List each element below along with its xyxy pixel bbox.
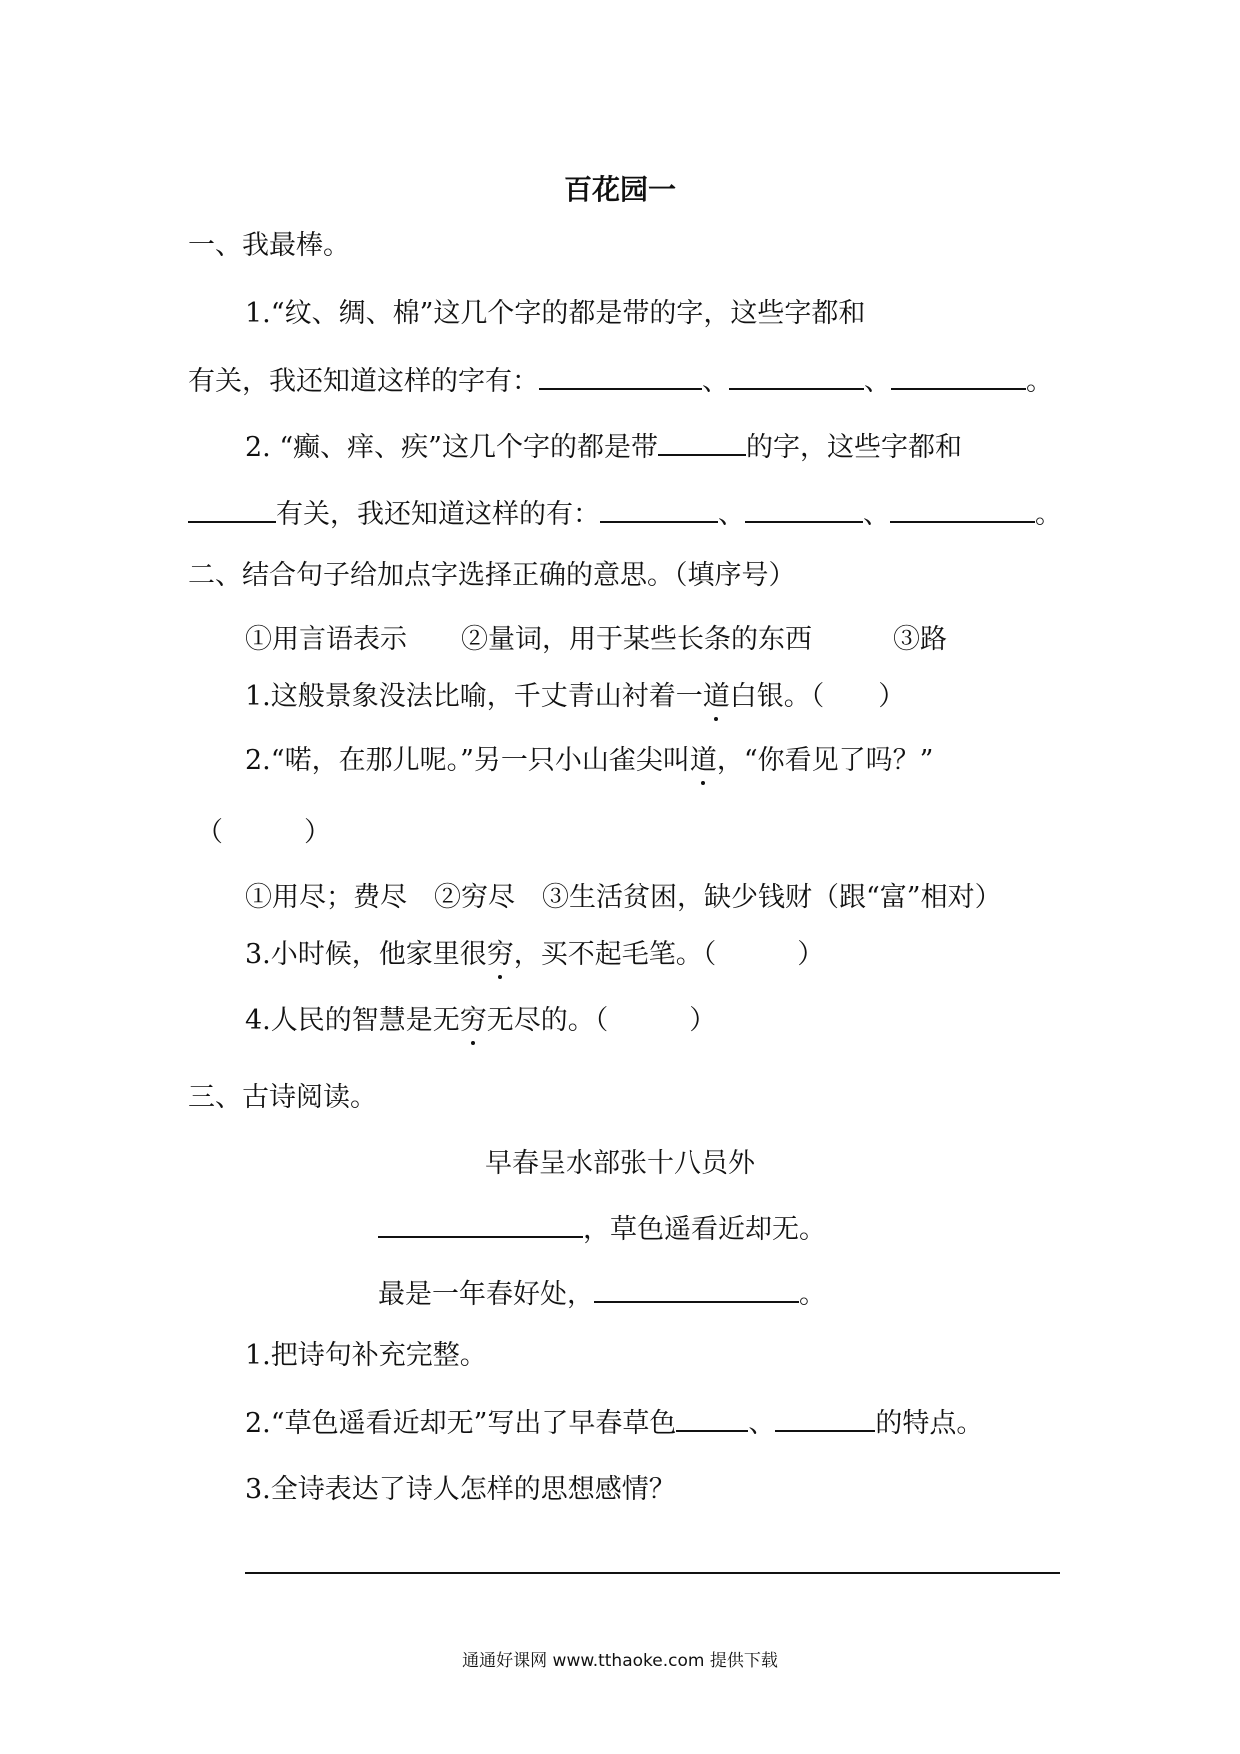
- answer-blank[interactable]: [729, 362, 864, 390]
- section2-options-a: ①用言语表示 ②量词，用于某些长条的东西 ③路: [245, 624, 947, 655]
- section2-q2-text: 2.“喏，在那儿呢。”另一只小山雀尖叫: [245, 745, 690, 776]
- separator: 、: [864, 366, 891, 397]
- section1-heading: 一、我最棒。: [188, 230, 350, 261]
- answer-blank[interactable]: [890, 495, 1035, 523]
- section2-q2: [245, 743, 933, 779]
- poem-line-2-text: 最是一年春好处，: [378, 1279, 594, 1310]
- dotted-char: 穷: [460, 1003, 487, 1039]
- section1-q1-line2-text: 有关，我还知道这样的字有：: [188, 366, 539, 397]
- dotted-char: 道: [703, 679, 730, 715]
- separator: 、: [702, 366, 729, 397]
- answer-blank[interactable]: [891, 362, 1026, 390]
- poem-line-2-end: 。: [799, 1279, 826, 1310]
- answer-blank[interactable]: [745, 495, 863, 523]
- dotted-char: 道: [690, 743, 717, 779]
- section2-q3-tail: ，买不起毛笔。（ ）: [513, 939, 825, 970]
- poem-blank[interactable]: [594, 1275, 799, 1303]
- answer-blank[interactable]: [775, 1404, 875, 1432]
- section2-q1-tail: 白银。（ ）: [729, 681, 906, 712]
- answer-blank[interactable]: [676, 1404, 748, 1432]
- section1-q2-line1-text: 2. “癫、痒、疾”这几个字的都是带: [245, 432, 658, 463]
- section2-q2-tail: ，“你看见了吗？”: [716, 745, 934, 776]
- line-end: 。: [1026, 366, 1053, 397]
- section3-q2-text: 2.“草色遥看近却无”写出了早春草色: [245, 1408, 677, 1439]
- section1-q2-line2: [188, 495, 1062, 533]
- answer-line[interactable]: [245, 1572, 1060, 1574]
- section2-q2-answer-paren[interactable]: （ ）: [196, 817, 331, 848]
- section3-q1: 1.把诗句补充完整。: [245, 1340, 487, 1371]
- poem-blank[interactable]: [378, 1210, 583, 1238]
- section2-q1: [245, 679, 905, 715]
- section3-heading: 三、古诗阅读。: [188, 1082, 377, 1113]
- separator: 、: [863, 499, 890, 530]
- poem-title: 早春呈水部张十八员外: [485, 1148, 755, 1179]
- section2-options-b: ①用尽；费尽 ②穷尽 ③生活贫困，缺少钱财（跟“富”相对）: [245, 882, 1002, 913]
- section1-q2-line1: [245, 428, 962, 466]
- answer-blank[interactable]: [600, 495, 718, 523]
- section1-q2-line2-text: 有关，我还知道这样的有：: [276, 499, 600, 530]
- section2-heading: 二、结合句子给加点字选择正确的意思。（填序号）: [188, 560, 796, 591]
- section2-q1-text: 1.这般景象没法比喻，千丈青山衬着一: [245, 681, 703, 712]
- section2-q4: [245, 1003, 716, 1039]
- section1-q1-line2: [188, 362, 1053, 400]
- answer-blank[interactable]: [539, 362, 702, 390]
- separator: 、: [748, 1408, 776, 1439]
- section2-q3-text: 3.小时候，他家里很: [245, 939, 487, 970]
- section3-q2: [245, 1404, 983, 1442]
- section1-q1-line1: 1.“纹、绸、棉”这几个字的都是带的字，这些字都和: [245, 298, 866, 329]
- poem-line-1: [378, 1210, 826, 1248]
- section2-q4-tail: 无尽的。（ ）: [486, 1005, 717, 1036]
- line-end: 。: [1035, 499, 1062, 530]
- section2-q3: [245, 937, 824, 973]
- section3-q3: 3.全诗表达了诗人怎样的思想感情？: [245, 1474, 676, 1505]
- answer-blank[interactable]: [188, 495, 276, 523]
- dotted-char: 穷: [487, 937, 514, 973]
- footer-credit: 通通好课网 www.tthaoke.com 提供下载: [462, 1651, 778, 1671]
- section3-q2-tail: 的特点。: [875, 1408, 984, 1439]
- section1-q2-line1-tail: 的字，这些字都和: [745, 432, 962, 463]
- poem-line-1-text: ，草色遥看近却无。: [583, 1214, 826, 1245]
- separator: 、: [718, 499, 745, 530]
- poem-line-2: [378, 1275, 826, 1313]
- answer-blank[interactable]: [658, 428, 746, 456]
- section2-q4-text: 4.人民的智慧是无: [245, 1005, 460, 1036]
- page-title: 百花园一: [563, 173, 676, 206]
